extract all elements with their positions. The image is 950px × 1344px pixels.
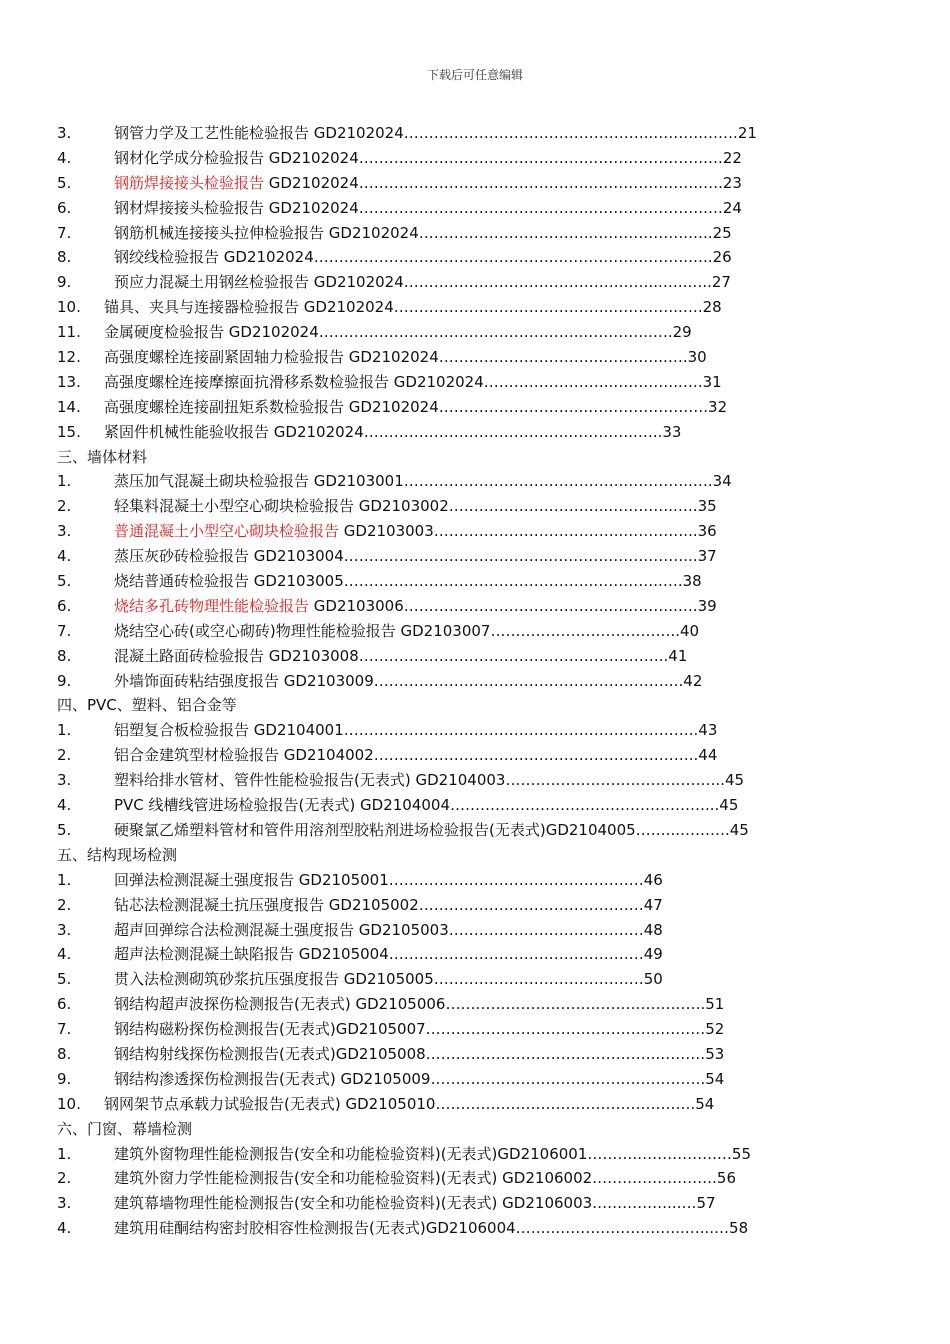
entry-number: 3. (57, 920, 72, 939)
toc-entry (57, 569, 827, 594)
toc-entry (57, 1166, 827, 1191)
entry-number: 13. (57, 372, 81, 391)
section-title: 六、门窗、幕墙检测 (57, 1119, 193, 1138)
entry-text: 预应力混凝土用钢丝检验报告 GD2102024…………………………………….……...…..…..27 (114, 273, 731, 292)
entry-text: 钢材焊接接头检验报告 GD2102024………………………………………..………………….….24 (114, 198, 742, 217)
entry-text: 超声回弹综合法检测混凝土强度报告 GD2105003…………………………………48 (114, 920, 663, 939)
entry-number: 2. (57, 1169, 72, 1188)
entry-text: 钢管力学及工艺性能检验报告 GD2102024…………………………………………..……….…….21 (114, 124, 757, 142)
toc-entry (57, 918, 827, 943)
entry-text: 钢网架节点承载力试验报告(无表式) GD2105010…………………………………………….54 (104, 1094, 715, 1113)
entry-text: 紧固件机械性能验收报告 GD2102024…………………………………..…………..…..33 (104, 422, 682, 441)
highlighted-title: 烧结多孔砖物理性能检验报告 (114, 596, 310, 615)
entry-number: 8. (57, 248, 72, 267)
entry-number: 15. (57, 422, 81, 441)
highlighted-title: 普通混凝土小型空心砌块检验报告 (114, 522, 340, 541)
entry-number: 5. (57, 820, 72, 839)
entry-text: 烧结普通砖检验报告 GD2103005…………………………………………..…………..….38 (114, 572, 702, 591)
entry-number: 6. (57, 198, 72, 217)
toc-entry (57, 718, 827, 743)
entry-text: 超声法检测混凝土缺陷报告 GD2105004……………………………………………49 (114, 945, 663, 964)
entry-text: 高强度螺栓连接副扭矩系数检验报告 GD2102024………………………..…………………….32 (104, 397, 728, 416)
toc-entry (57, 893, 827, 918)
entry-code-and-page: GD2102024………………………………………..………………….….23 (264, 173, 742, 192)
entry-text: 烧结空心砖(或空心砌砖)物理性能检验报告 GD2103007………………………………..40 (114, 621, 700, 640)
toc-entry (57, 992, 827, 1017)
entry-text: 高强度螺栓连接摩擦面抗滑移系数检验报告 GD2102024……………………..…………..….31 (104, 372, 722, 391)
entry-text: 钢结构渗透探伤检测报告(无表式) GD2105009……………………………………………….54 (114, 1069, 725, 1088)
toc-entry (57, 544, 827, 569)
entry-number: 10. (57, 298, 81, 317)
entry-text: PVC 线槽线管进场检验报告(无表式) GD2104004……………………………………………...45 (114, 796, 739, 815)
entry-text: 外墙饰面砖粘结强度报告 GD2103009……………………………………………………..42 (114, 671, 703, 690)
entry-text: 钢筋机械连接接头拉伸检验报告 GD2102024……………………………..……………….…..25 (114, 223, 732, 242)
entry-text: 钢结构超声波探伤检测报告(无表式) GD2105006…………………………………………….51 (114, 995, 725, 1014)
toc-entry (57, 519, 827, 544)
toc-entry (57, 619, 827, 644)
entry-text: 铝合金建筑型材检验报告 GD2104002………………………………………………………..44 (114, 746, 718, 765)
toc-entry (57, 320, 827, 345)
entry-text (114, 519, 717, 544)
highlighted-title: 钢筋焊接接头检验报告 (114, 173, 265, 192)
entry-number: 11. (57, 323, 81, 342)
table-of-contents (57, 121, 827, 1241)
toc-entry (57, 270, 827, 295)
toc-entry (57, 1017, 827, 1042)
section-heading (57, 693, 827, 718)
entry-code-and-page: GD2103003………………………………..…………...36 (339, 522, 717, 541)
entry-text (114, 171, 742, 196)
entry-number: 6. (57, 596, 72, 615)
toc-entry (57, 494, 827, 519)
toc-entry (57, 245, 827, 270)
entry-number: 4. (57, 148, 72, 167)
entry-text: 钻芯法检测混凝土抗压强度报告 GD2105002………………………………………47 (114, 895, 663, 914)
toc-entry (57, 1067, 827, 1092)
entry-text: 建筑外窗物理性能检测报告(安全和功能检验资料)(无表式)GD2106001……….…………….…55 (114, 1144, 752, 1163)
entry-code-and-page: GD2103006…………………………………..…………..….39 (309, 596, 717, 615)
entry-number: 2. (57, 746, 72, 765)
toc-entry (57, 420, 827, 445)
section-title: 三、墙体材料 (57, 447, 148, 466)
toc-entry (57, 793, 827, 818)
toc-entry (57, 395, 827, 420)
entry-number: 4. (57, 796, 72, 815)
entry-number: 7. (57, 621, 72, 640)
section-heading (57, 445, 827, 470)
toc-entry (57, 469, 827, 494)
entry-number: 1. (57, 472, 72, 491)
entry-number: 10. (57, 1094, 81, 1113)
entry-number: 8. (57, 646, 72, 665)
entry-number: 3. (57, 1194, 72, 1213)
section-heading (57, 843, 827, 868)
toc-entry (57, 1191, 827, 1216)
entry-number: 8. (57, 1044, 72, 1063)
entry-number: 6. (57, 995, 72, 1014)
entry-text: 贯入法检测砌筑砂浆抗压强度报告 GD2105005……………………………………50 (114, 970, 663, 989)
section-title: 四、PVC、塑料、铝合金等 (57, 696, 237, 715)
entry-number: 12. (57, 348, 81, 367)
entry-text: 建筑外窗力学性能检测报告(安全和功能检验资料)(无表式) GD2106002…………………….56 (114, 1169, 737, 1188)
entry-number: 9. (57, 671, 72, 690)
toc-entry (57, 669, 827, 694)
entry-text: 蒸压加气混凝土砌块检验报告 GD2103001……………………………………..…………..….34 (114, 472, 732, 491)
toc-entry (57, 295, 827, 320)
entry-text: 钢结构磁粉探伤检测报告(无表式)GD2105007………………………………………..………52 (114, 1020, 725, 1039)
entry-text: 塑料给排水管材、管件性能检验报告(无表式) GD2104003……………………………………..45 (114, 771, 745, 790)
section-title: 五、结构现场检测 (57, 845, 178, 864)
entry-number: 3. (57, 522, 72, 541)
toc-entry (57, 1216, 827, 1241)
entry-number: 4. (57, 547, 72, 566)
entry-text: 锚具、夹具与连接器检验报告 GD2102024……………………………………..…………..….28 (104, 298, 722, 317)
entry-text (114, 594, 717, 619)
entry-text: 混凝土路面砖检验报告 GD2103008……………………………………………………..41 (114, 646, 688, 665)
toc-entry (57, 370, 827, 395)
entry-number: 9. (57, 1069, 72, 1088)
entry-number: 3. (57, 124, 72, 142)
toc-entry (57, 1042, 827, 1067)
entry-text: 回弹法检测混凝土强度报告 GD2105001……………………………………………46 (114, 870, 663, 889)
entry-text: 建筑用硅酮结构密封胶相容性检测报告(无表式)GD2106004……..……………………..…...…58 (114, 1219, 749, 1238)
entry-number: 3. (57, 771, 72, 790)
entry-number: 2. (57, 895, 72, 914)
entry-number: 7. (57, 223, 72, 242)
toc-entry (57, 121, 827, 146)
page-header: 下载后可任意编辑 (426, 68, 523, 82)
toc-entry (57, 818, 827, 843)
entry-text: 钢结构射线探伤检测报告(无表式)GD2105008………………………………………..………53 (114, 1044, 725, 1063)
entry-number: 4. (57, 1219, 72, 1238)
entry-text: 钢材化学成分检验报告 GD2102024………………………………………..………………….….22 (114, 148, 742, 167)
toc-entry (57, 196, 827, 221)
entry-text: 高强度螺栓连接副紧固轴力检验报告 GD2102024…………………………..…………..….30 (104, 348, 707, 367)
entry-text: 铝塑复合板检验报告 GD2104001……………………………………………………………..43 (114, 721, 718, 740)
toc-entry (57, 345, 827, 370)
toc-entry (57, 594, 827, 619)
entry-number: 1. (57, 721, 72, 740)
toc-entry (57, 221, 827, 246)
entry-number: 14. (57, 397, 81, 416)
toc-entry (57, 171, 827, 196)
toc-entry (57, 743, 827, 768)
entry-number: 7. (57, 1020, 72, 1039)
entry-text: 轻集料混凝土小型空心砌块检验报告 GD2103002…………………………..…………..….35 (114, 497, 717, 516)
entry-text: 金属硬度检验报告 GD2102024……………………………………………..…………..….29 (104, 323, 692, 342)
entry-number: 1. (57, 870, 72, 889)
toc-entry (57, 768, 827, 793)
section-heading (57, 1117, 827, 1142)
toc-entry (57, 1142, 827, 1167)
toc-entry (57, 942, 827, 967)
entry-number: 5. (57, 970, 72, 989)
entry-number: 2. (57, 497, 72, 516)
toc-entry (57, 146, 827, 171)
entry-number: 5. (57, 173, 72, 192)
entry-number: 5. (57, 572, 72, 591)
toc-entry (57, 1092, 827, 1117)
entry-text: 钢绞线检验报告 GD2102024…………………………………………..…………………….…..26 (114, 248, 732, 267)
entry-number: 9. (57, 273, 72, 292)
entry-text: 建筑幕墙物理性能检测报告(安全和功能检验资料)(无表式) GD2106003……………...…57 (114, 1194, 716, 1213)
entry-number: 4. (57, 945, 72, 964)
entry-number: 1. (57, 1144, 72, 1163)
entry-text: 蒸压灰砂砖检验报告 GD2103004…………………………………..………………………...37 (114, 547, 717, 566)
entry-text: 硬聚氯乙烯塑料管材和管件用溶剂型胶粘剂进场检验报告(无表式)GD2104005……...……….45 (114, 820, 749, 839)
toc-entry (57, 868, 827, 893)
toc-entry (57, 967, 827, 992)
toc-entry (57, 644, 827, 669)
